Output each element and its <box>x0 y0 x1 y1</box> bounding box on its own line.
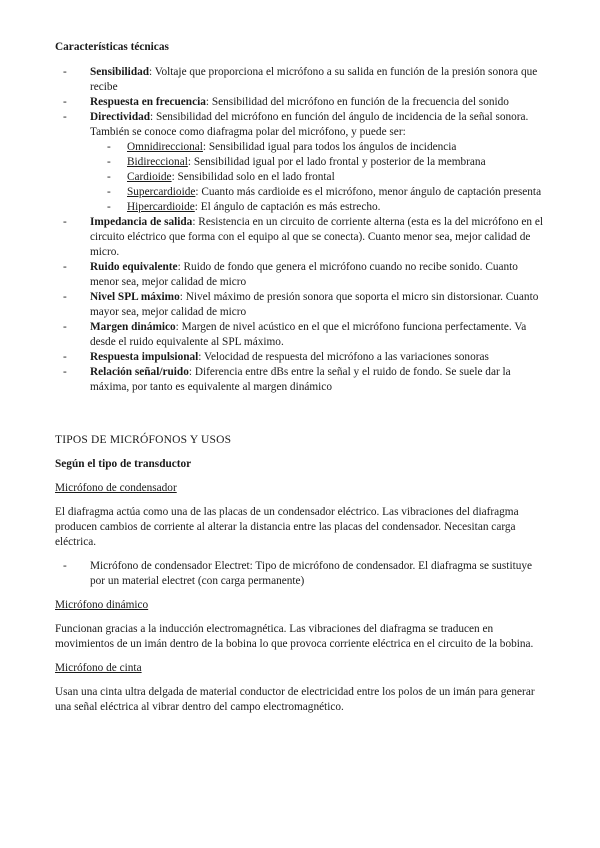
term-description: : Ruido de fondo que genera el micrófono cuando no recibe sonido. Cuanto menor sea, mejor calidad de micro <box>90 261 518 288</box>
list-item: - Sensibilidad: Voltaje que proporciona el micrófono a su salida en función de la presión sonora que recibe <box>63 66 538 93</box>
term-description: : Diferencia entre dBs entre la señal y el ruido de fondo. Se suele dar la máxima, por tanto es equivalente al margen dinámico <box>90 366 511 393</box>
list-item: - Relación señal/ruido: Diferencia entre dBs entre la señal y el ruido de fondo. Se suele dar la máxima, por tanto es equivalente al margen dinámico <box>63 366 511 393</box>
term-respuesta-frecuencia: Respuesta en frecuencia <box>90 96 206 108</box>
term-cardioide: Cardioide <box>127 171 172 183</box>
term-margen-dinamico: Margen dinámico <box>90 321 176 333</box>
term-description: : Resistencia en un circuito de corriente alterna (esta es la del micrófono en el circuito eléctrico que forma con el equipo al que se conecta). Cuanto menor sea, mejor calidad de micro. <box>90 216 544 258</box>
list-item: - Nivel SPL máximo: Nivel máximo de presión sonora que soporta el micro sin distorsionar. Cuanto mayor sea, mejor calidad de micro <box>63 291 539 318</box>
term-description: : Sensibilidad igual para todos los ángulos de incidencia <box>202 141 457 153</box>
term-description: : El ángulo de captación es más estrecho. <box>194 201 381 213</box>
condenser-title: Micrófono de condensador <box>55 482 177 494</box>
term-omnidireccional: Omnidireccional <box>127 141 203 153</box>
list-item: - Bidireccional: Sensibilidad igual por el lado frontal y posterior de la membrana <box>107 156 486 168</box>
types-section-title: TIPOS DE MICRÓFONOS Y USOS <box>55 434 232 446</box>
directivity-list <box>90 140 545 215</box>
term-directividad: Directividad <box>90 111 151 123</box>
list-item: - Hipercardioide: El ángulo de captación es más estrecho. <box>107 201 381 213</box>
term-description: : Sensibilidad solo en el lado frontal <box>171 171 335 183</box>
condenser-text: El diafragma actúa como una de las placas de un condensador eléctrico. Las vibraciones del diafragma producen cambios de corriente al alterar la distancia entre las placas del condensador. Necesitan carga eléctrica. <box>55 506 519 548</box>
term-hipercardioide: Hipercardioide <box>127 201 195 213</box>
electret-text: Micrófono de condensador Electret: Tipo de micrófono de condensador. El diafragma se sustituye por un material electret (con carga permanente) <box>90 560 533 587</box>
list-item: - Supercardioide: Cuanto más cardioide es el micrófono, menor ángulo de captación presenta <box>107 186 542 198</box>
characteristics-title: Características técnicas <box>55 41 169 53</box>
list-item: - Cardioide: Sensibilidad solo en el lado frontal <box>107 171 335 183</box>
term-description: : Sensibilidad del micrófono en función del ángulo de incidencia de la señal sonora. También se conoce como diafragma polar del micrófono, y puede ser: <box>90 111 529 138</box>
dynamic-text: Funcionan gracias a la inducción electromagnética. Las vibraciones del diafragma se traducen en movimientos de un imán dentro de la bobina lo que provoca corriente eléctrica en el circuito de la bobina. <box>55 623 534 650</box>
ribbon-text: Usan una cinta ultra delgada de material conductor de electricidad entre los polos de un imán para generar una señal eléctrica al vibrar dentro del campo electromagnético. <box>55 686 535 713</box>
transducer-subtitle: Según el tipo de transductor <box>55 458 192 470</box>
document-content <box>55 40 545 715</box>
list-item: - Respuesta en frecuencia: Sensibilidad del micrófono en función de la frecuencia del sonido <box>63 96 509 108</box>
list-item: - Ruido equivalente: Ruido de fondo que genera el micrófono cuando no recibe sonido. Cuanto menor sea, mejor calidad de micro <box>63 261 518 288</box>
list-item: - Respuesta impulsional: Velocidad de respuesta del micrófono a las variaciones sonoras <box>63 351 489 363</box>
term-nivel-spl: Nivel SPL máximo <box>90 291 180 303</box>
term-description: : Sensibilidad del micrófono en función de la frecuencia del sonido <box>205 96 509 108</box>
list-item: - Margen dinámico: Margen de nivel acústico en el que el micrófono funciona perfectamente. Va desde el ruido equivalente al SPL máximo. <box>63 321 527 348</box>
term-bidireccional: Bidireccional <box>127 156 188 168</box>
term-supercardioide: Supercardioide <box>127 186 196 198</box>
term-description: : Cuanto más cardioide es el micrófono, menor ángulo de captación presenta <box>195 186 542 198</box>
term-sensibilidad: Sensibilidad <box>90 66 150 78</box>
term-impedancia: Impedancia de salida <box>90 216 193 228</box>
list-item: - Micrófono de condensador Electret: Tipo de micrófono de condensador. El diafragma se sustituye por un material electret (con carga permanente) <box>63 560 533 587</box>
term-description: : Nivel máximo de presión sonora que soporta el micro sin distorsionar. Cuanto mayor sea, mejor calidad de micro <box>90 291 539 318</box>
list-item: - Impedancia de salida: Resistencia en un circuito de corriente alterna (esta es la del micrófono en el circuito eléctrico que forma con el equipo al que se conecta). Cuanto menor sea, mejor calidad de micro. <box>63 216 544 258</box>
term-description: : Voltaje que proporciona el micrófono a su salida en función de la presión sonora que recibe <box>90 66 538 93</box>
term-description: : Velocidad de respuesta del micrófono a las variaciones sonoras <box>198 351 489 363</box>
term-respuesta-impulsional: Respuesta impulsional <box>90 351 199 363</box>
ribbon-title: Micrófono de cinta <box>55 662 142 674</box>
list-item: - Omnidireccional: Sensibilidad igual para todos los ángulos de incidencia <box>107 141 457 153</box>
term-description: : Margen de nivel acústico en el que el micrófono funciona perfectamente. Va desde el ruido equivalente al SPL máximo. <box>90 321 527 348</box>
dynamic-title: Micrófono dinámico <box>55 599 149 611</box>
condenser-list <box>55 559 545 589</box>
term-ruido-equivalente: Ruido equivalente <box>90 261 178 273</box>
term-relacion-senal-ruido: Relación señal/ruido <box>90 366 189 378</box>
term-description: : Sensibilidad igual por el lado frontal y posterior de la membrana <box>187 156 486 168</box>
list-item: - Directividad: Sensibilidad del micrófono en función del ángulo de incidencia de la señal sonora. También se conoce como diafragma polar del micrófono, y puede ser: - Omnidireccional: Sensibilidad igual para todos los ángulos de incidencia - Bidireccional: Sensibilidad igual por el lado frontal y posterior de la membrana - Cardioide: Sensibilidad solo en el lado frontal - Supercardioide: Cuanto más cardioide es el micrófono, menor ángulo de captación presenta - Hipercardioide: El ángulo de captación es más estrecho. <box>55 110 545 215</box>
characteristics-list <box>55 65 545 395</box>
